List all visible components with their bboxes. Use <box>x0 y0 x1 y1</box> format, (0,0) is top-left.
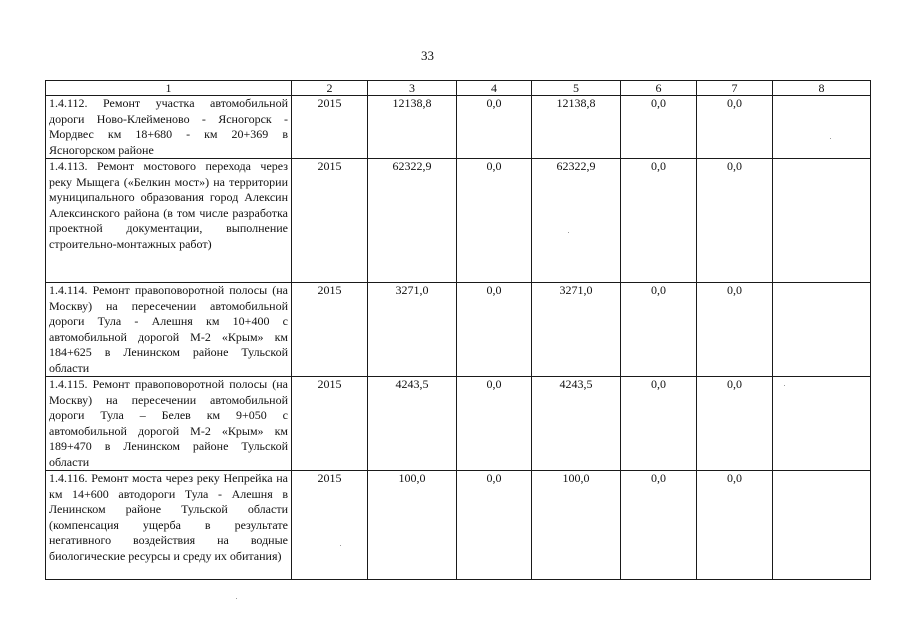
row-col3: 62322,9 <box>368 159 457 283</box>
row-col7: 0,0 <box>697 377 773 471</box>
row-year: 2015 <box>292 159 368 283</box>
row-col6: 0,0 <box>621 159 697 283</box>
column-header: 4 <box>457 81 532 96</box>
row-col4: 0,0 <box>457 159 532 283</box>
scan-speck <box>784 385 785 386</box>
row-col7: 0,0 <box>697 283 773 377</box>
row-col7: 0,0 <box>697 471 773 580</box>
scan-speck <box>340 545 341 546</box>
row-col5: 4243,5 <box>532 377 621 471</box>
page-number: 33 <box>421 48 434 63</box>
program-table <box>45 80 871 580</box>
row-col4: 0,0 <box>457 377 532 471</box>
row-col3: 12138,8 <box>368 96 457 159</box>
column-header: 7 <box>697 81 773 96</box>
row-col6: 0,0 <box>621 471 697 580</box>
table-row <box>46 96 871 159</box>
row-col5: 3271,0 <box>532 283 621 377</box>
column-header: 6 <box>621 81 697 96</box>
table-row <box>46 471 871 580</box>
row-description: 1.4.113. Ремонт мостового перехода через реку Мыщега («Белкин мост») на территории муниципального образования город Алексин Алексинского района (в том числе разработка проектной документации, выполнение строительно-монтажных работ) <box>46 159 292 283</box>
row-description: 1.4.114. Ремонт правоповоротной полосы (на Москву) на пересечении автомобильной дороги Тула - Алешня км 10+400 с автомобильной дорогой М-2 «Крым» км 184+625 в Ленинском районе Тульской области <box>46 283 292 377</box>
column-header: 2 <box>292 81 368 96</box>
row-col5: 62322,9 <box>532 159 621 283</box>
row-col7: 0,0 <box>697 159 773 283</box>
row-description: 1.4.116. Ремонт моста через реку Непрейка на км 14+600 автодороги Тула - Алешня в Ленинском районе Тульской области (компенсация ущерба в результате негативного воздействия на водные биологические ресурсы и среду их обитания) <box>46 471 292 580</box>
row-year: 2015 <box>292 283 368 377</box>
row-col5: 100,0 <box>532 471 621 580</box>
table-row <box>46 283 871 377</box>
row-col8 <box>773 96 871 159</box>
column-header: 8 <box>773 81 871 96</box>
row-col3: 3271,0 <box>368 283 457 377</box>
column-header: 5 <box>532 81 621 96</box>
row-year: 2015 <box>292 96 368 159</box>
row-year: 2015 <box>292 377 368 471</box>
row-col4: 0,0 <box>457 283 532 377</box>
row-col7: 0,0 <box>697 96 773 159</box>
row-col4: 0,0 <box>457 96 532 159</box>
table-row <box>46 377 871 471</box>
column-header: 1 <box>46 81 292 96</box>
row-description: 1.4.112. Ремонт участка автомобильной дороги Ново-Клейменово - Ясногорск - Мордвес км 18+680 - км 20+369 в Ясногорском районе <box>46 96 292 159</box>
row-col6: 0,0 <box>621 96 697 159</box>
row-col4: 0,0 <box>457 471 532 580</box>
row-col6: 0,0 <box>621 377 697 471</box>
row-col8 <box>773 283 871 377</box>
scan-speck <box>830 138 831 139</box>
table-header-row <box>46 81 871 96</box>
row-col8 <box>773 377 871 471</box>
scan-speck <box>236 598 237 599</box>
row-year: 2015 <box>292 471 368 580</box>
column-header: 3 <box>368 81 457 96</box>
row-col6: 0,0 <box>621 283 697 377</box>
row-description: 1.4.115. Ремонт правоповоротной полосы (на Москву) на пересечении автомобильной дороги Тула – Белев км 9+050 с автомобильной дорогой М-2 «Крым» км 189+470 в Ленинском районе Тульской области <box>46 377 292 471</box>
row-col8 <box>773 159 871 283</box>
row-col8 <box>773 471 871 580</box>
table-row <box>46 159 871 283</box>
scan-speck <box>568 232 569 233</box>
row-col5: 12138,8 <box>532 96 621 159</box>
row-col3: 100,0 <box>368 471 457 580</box>
row-col3: 4243,5 <box>368 377 457 471</box>
